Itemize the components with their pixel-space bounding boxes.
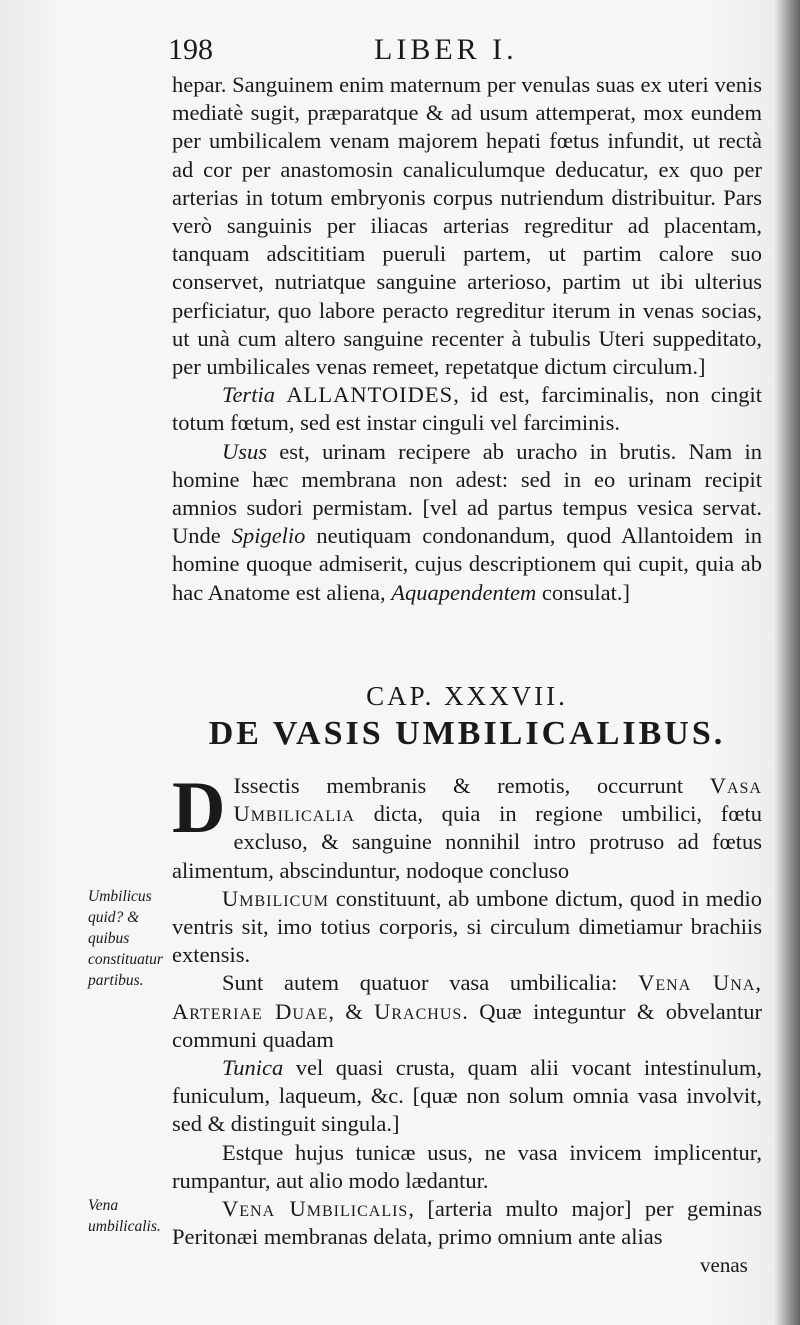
page-edge-shadow	[774, 0, 800, 1325]
running-head	[168, 30, 748, 70]
top-text-block	[172, 71, 762, 607]
text: constituunt, ab umbone dictum, quod in medio ventris sit, imo totius corporis, si circulum dimetiamur brachiis extensis.	[172, 885, 762, 968]
paragraph-vena-umbilicalis	[172, 1195, 762, 1251]
text: vel quasi crusta, quam alii vocant intestinulum, funiculum, laqueum, &c. [quæ non solum omnia vasa involvit, sed & distinguit singula.]	[172, 1055, 762, 1137]
term-allantoides: ALLANTOIDES	[286, 382, 454, 408]
name-spigelio: Spigelio	[231, 523, 306, 549]
chapter-label: CAP. XXXVII.	[366, 681, 568, 711]
paragraph-allantoides	[172, 381, 762, 437]
text: dicta, quia in regione umbilici, fœtu excluso, & sanguine nonnihil intro protruso ad fœtus alimentum, abscinduntur, nodoque concluso	[172, 801, 762, 883]
paragraph-umbilicum	[172, 885, 762, 970]
chapter-title: DE VASIS UMBILICALIBUS.	[208, 715, 726, 752]
text: , [arteria multo major] per geminas Peritonæi membranas delata, primo omnium ante alias	[172, 1196, 762, 1250]
catchword: venas	[700, 1253, 748, 1277]
text: Sunt autem quatuor vasa umbilicalia:	[222, 970, 639, 996]
italic-lead: Tunica	[222, 1055, 284, 1081]
paragraph-opening	[172, 767, 762, 885]
text: consulat.]	[536, 579, 630, 605]
italic-lead: Tertia	[222, 382, 275, 408]
running-title: LIBER I.	[374, 33, 518, 66]
page-number: 198	[168, 33, 213, 66]
margin-note-vena: Vena umbilicalis.	[88, 1197, 161, 1235]
paragraph-vasa	[172, 969, 762, 1054]
chapter-body	[172, 767, 762, 1251]
paragraph: hepar. Sanguinem enim maternum per venulas suas ex uteri venis mediatè sugit, præparatque & ad usum attemperat, mox eundem per umbilicalem venam majorem hepati fœtus infundit, ut rectà ad cor per anastomosin canaliculumque deducatur, ex quo per arterias in totum embryonis corpus nutriendum distribuitur. Pars verò sanguinis per iliacas arterias regreditur ad placentam, tanquam adscititiam pueruli partem, ut partim calore suo conservet, nutriatque sanguine arterioso, partim ut ibi ulterius perficiatur, quo labore peracto regreditur iterum in venas socias, ut unà cum altero sanguine recenter à tubulis Uteri suppeditato, per umbilicales venas remeet, repetatque dictum circulum.]	[172, 72, 762, 380]
term-umbilicum: Umbilicum	[222, 885, 330, 911]
text: , &	[328, 998, 375, 1024]
name-aquapendentem: Aquapendentem	[391, 579, 537, 605]
paragraph-usus	[172, 438, 762, 607]
text: neutiquam condonandum, quod Allantoidem in homine quoque admiserit, cujus descriptionem qui cupit, quia ab hac Anatome est aliena,	[172, 523, 762, 605]
italic-lead: Usus	[222, 438, 268, 464]
drop-cap: D	[172, 767, 226, 849]
text: est, urinam recipere ab uracho in brutis. Nam in homine hæc membrana non adest: sed in eo urinam recipit amnios sudori permistam. [vel ad partus tempus vesica servat. Unde	[172, 438, 762, 549]
term-urachus: Urachus	[374, 998, 463, 1024]
text: , id est, farciminalis, non cingit totum fœtum, sed est instar cinguli vel farciminis.	[172, 382, 762, 436]
margin-note-umbilicus: Umbilicus quid? & quibus constituatur partibus.	[88, 888, 163, 989]
paragraph-usus-tunicae: Estque hujus tunicæ usus, ne vasa invicem implicentur, rumpantur, aut alio modo lædantur.	[172, 1139, 762, 1193]
term-vena-arteriae: Vena Una, Arteriae Duae	[172, 970, 762, 1024]
paragraph-tunica	[172, 1054, 762, 1139]
term-vasa-umbilicalia: Vasa Umbilicalia	[233, 773, 762, 827]
term-vena-umbilicalis: Vena Umbilicalis	[222, 1196, 409, 1222]
text: . Quæ integuntur & obvelantur communi quadam	[172, 998, 762, 1052]
text: Issectis membranis & remotis, occurrunt	[233, 773, 710, 798]
